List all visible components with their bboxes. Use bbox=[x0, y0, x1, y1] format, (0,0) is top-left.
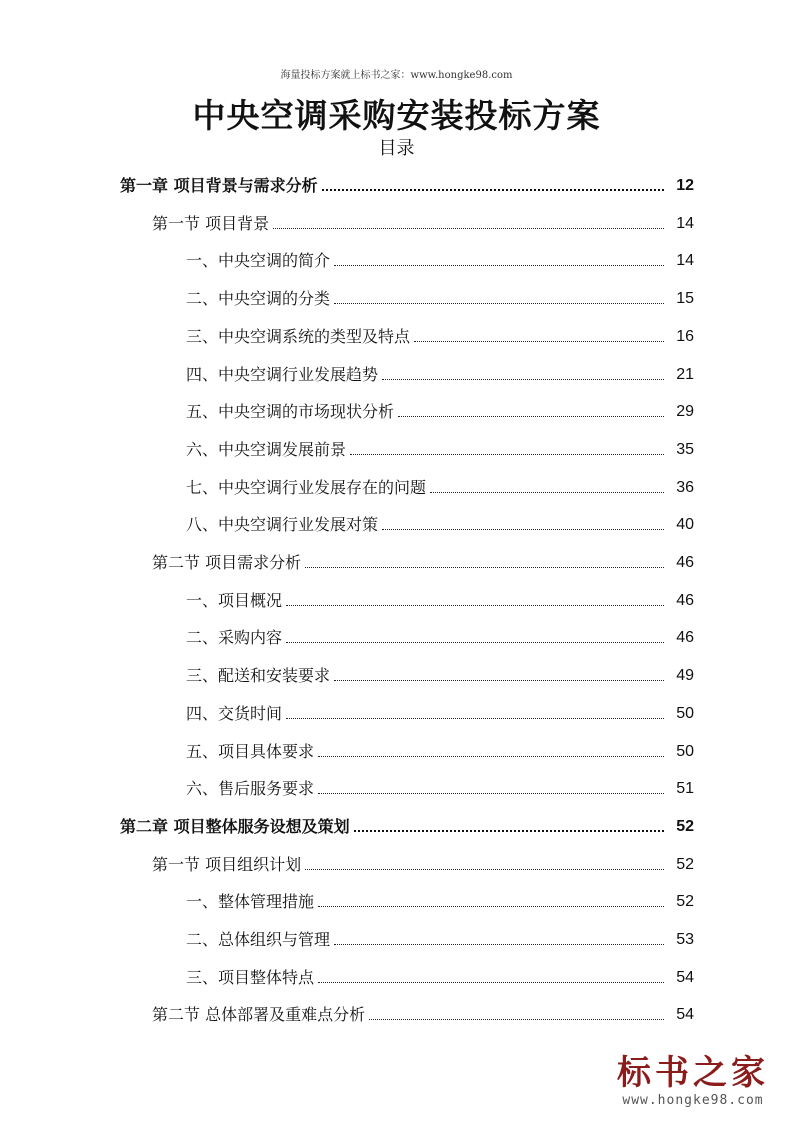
toc-dot-leader bbox=[398, 415, 664, 417]
toc-entry-page-number: 46 bbox=[676, 554, 694, 571]
toc-heading: 目录 bbox=[378, 138, 415, 159]
toc-entry-label: 四、交货时间 bbox=[186, 704, 283, 723]
toc-entry-label: 六、售后服务要求 bbox=[186, 779, 315, 798]
toc-dot-leader bbox=[414, 340, 664, 342]
toc-entry[interactable] bbox=[186, 394, 694, 422]
watermark-url: www.hongke98.com bbox=[622, 1093, 764, 1108]
toc-entry[interactable] bbox=[120, 809, 694, 837]
header-note: 海量投标方案就上标书之家：www.hongke98.com bbox=[280, 70, 513, 81]
toc-dot-leader bbox=[318, 905, 664, 907]
toc-entry[interactable] bbox=[186, 771, 694, 799]
toc-entry-label: 三、项目整体特点 bbox=[186, 968, 315, 987]
toc-entry-page-number: 15 bbox=[676, 290, 694, 307]
toc-entry-page-number: 14 bbox=[676, 252, 694, 269]
toc-entry-page-number: 14 bbox=[676, 215, 694, 232]
toc-entry[interactable] bbox=[152, 206, 694, 234]
toc-entry-page-number: 51 bbox=[676, 780, 694, 797]
toc-dot-leader bbox=[369, 1018, 664, 1020]
watermark-title: 标书之家 bbox=[617, 1053, 769, 1093]
toc-entry[interactable] bbox=[186, 432, 694, 460]
toc-entry-page-number: 50 bbox=[676, 743, 694, 760]
toc-entry[interactable] bbox=[120, 168, 694, 196]
toc-dot-leader bbox=[382, 378, 664, 380]
toc-entry-page-number: 50 bbox=[676, 705, 694, 722]
toc-entry[interactable] bbox=[152, 847, 694, 875]
toc-entry[interactable] bbox=[186, 470, 694, 498]
toc-entry-label: 二、中央空调的分类 bbox=[186, 289, 331, 308]
toc-entry-label: 五、项目具体要求 bbox=[186, 742, 315, 761]
toc-entry-page-number: 52 bbox=[676, 818, 694, 835]
toc-entry[interactable] bbox=[186, 696, 694, 724]
toc-dot-leader bbox=[430, 491, 664, 493]
toc-entry-page-number: 36 bbox=[676, 479, 694, 496]
toc-entry-label: 三、配送和安装要求 bbox=[186, 666, 331, 685]
toc-entry-page-number: 49 bbox=[676, 667, 694, 684]
toc-entry[interactable] bbox=[186, 319, 694, 347]
toc-entry-label: 一、中央空调的简介 bbox=[186, 251, 331, 270]
toc-dot-leader bbox=[334, 679, 664, 681]
toc-entry-label: 第一章 项目背景与需求分析 bbox=[120, 176, 318, 195]
toc-dot-leader bbox=[286, 641, 664, 643]
toc-entry-page-number: 52 bbox=[676, 893, 694, 910]
toc-entry-label: 四、中央空调行业发展趋势 bbox=[186, 365, 379, 384]
toc-dot-leader bbox=[334, 302, 664, 304]
toc-entry[interactable] bbox=[186, 507, 694, 535]
toc-entry[interactable] bbox=[186, 243, 694, 271]
toc-dot-leader bbox=[334, 264, 664, 266]
toc-entry[interactable] bbox=[152, 997, 694, 1025]
toc-entry[interactable] bbox=[186, 583, 694, 611]
toc-dot-leader bbox=[318, 981, 664, 983]
toc-entry-page-number: 46 bbox=[676, 592, 694, 609]
document-title: 中央空调采购安装投标方案 bbox=[192, 96, 601, 135]
toc-entry[interactable] bbox=[186, 357, 694, 385]
toc-entry-page-number: 40 bbox=[676, 516, 694, 533]
toc-entry-page-number: 46 bbox=[676, 629, 694, 646]
toc-entry-label: 第二节 总体部署及重难点分析 bbox=[152, 1005, 366, 1024]
toc-entry-page-number: 16 bbox=[676, 328, 694, 345]
toc-entry[interactable] bbox=[152, 545, 694, 573]
toc-entry[interactable] bbox=[186, 620, 694, 648]
toc-entry-label: 二、采购内容 bbox=[186, 628, 283, 647]
toc-entry-label: 第二节 项目需求分析 bbox=[152, 553, 302, 572]
toc-entry-label: 第一节 项目背景 bbox=[152, 214, 270, 233]
toc-entry-label: 二、总体组织与管理 bbox=[186, 930, 331, 949]
toc-entry-label: 第一节 项目组织计划 bbox=[152, 855, 302, 874]
toc-dot-leader bbox=[273, 227, 664, 229]
toc-entry-page-number: 35 bbox=[676, 441, 694, 458]
toc-dot-leader bbox=[286, 717, 664, 719]
toc-entry-page-number: 29 bbox=[676, 403, 694, 420]
toc-entry-page-number: 12 bbox=[676, 177, 694, 194]
toc-entry-label: 一、整体管理措施 bbox=[186, 892, 315, 911]
toc-entry-label: 八、中央空调行业发展对策 bbox=[186, 515, 379, 534]
toc-entry[interactable] bbox=[186, 884, 694, 912]
toc-dot-leader bbox=[354, 829, 664, 832]
toc-entry[interactable] bbox=[186, 734, 694, 762]
toc-entry-page-number: 53 bbox=[676, 931, 694, 948]
toc-dot-leader bbox=[350, 453, 664, 455]
toc-entry-label: 三、中央空调系统的类型及特点 bbox=[186, 327, 411, 346]
toc-dot-leader bbox=[286, 604, 664, 606]
toc-dot-leader bbox=[305, 868, 664, 870]
toc-dot-leader bbox=[318, 792, 664, 794]
toc-entry-label: 六、中央空调发展前景 bbox=[186, 440, 347, 459]
toc-entry[interactable] bbox=[186, 960, 694, 988]
toc-entry-label: 五、中央空调的市场现状分析 bbox=[186, 402, 395, 421]
toc-dot-leader bbox=[382, 528, 664, 530]
toc-entry-label: 一、项目概况 bbox=[186, 591, 283, 610]
toc-dot-leader bbox=[318, 755, 664, 757]
toc-entry-page-number: 52 bbox=[676, 856, 694, 873]
toc-entry[interactable] bbox=[186, 281, 694, 309]
toc-entry-label: 第二章 项目整体服务设想及策划 bbox=[120, 817, 350, 836]
watermark-logo bbox=[603, 1053, 783, 1108]
toc-dot-leader bbox=[305, 566, 664, 568]
toc-entry[interactable] bbox=[186, 658, 694, 686]
toc-entry-page-number: 21 bbox=[676, 366, 694, 383]
toc-entry-page-number: 54 bbox=[676, 969, 694, 986]
toc-dot-leader bbox=[334, 943, 664, 945]
toc-entry[interactable] bbox=[186, 922, 694, 950]
toc-dot-leader bbox=[322, 188, 664, 191]
toc-entry-page-number: 54 bbox=[676, 1006, 694, 1023]
toc-entry-label: 七、中央空调行业发展存在的问题 bbox=[186, 478, 427, 497]
